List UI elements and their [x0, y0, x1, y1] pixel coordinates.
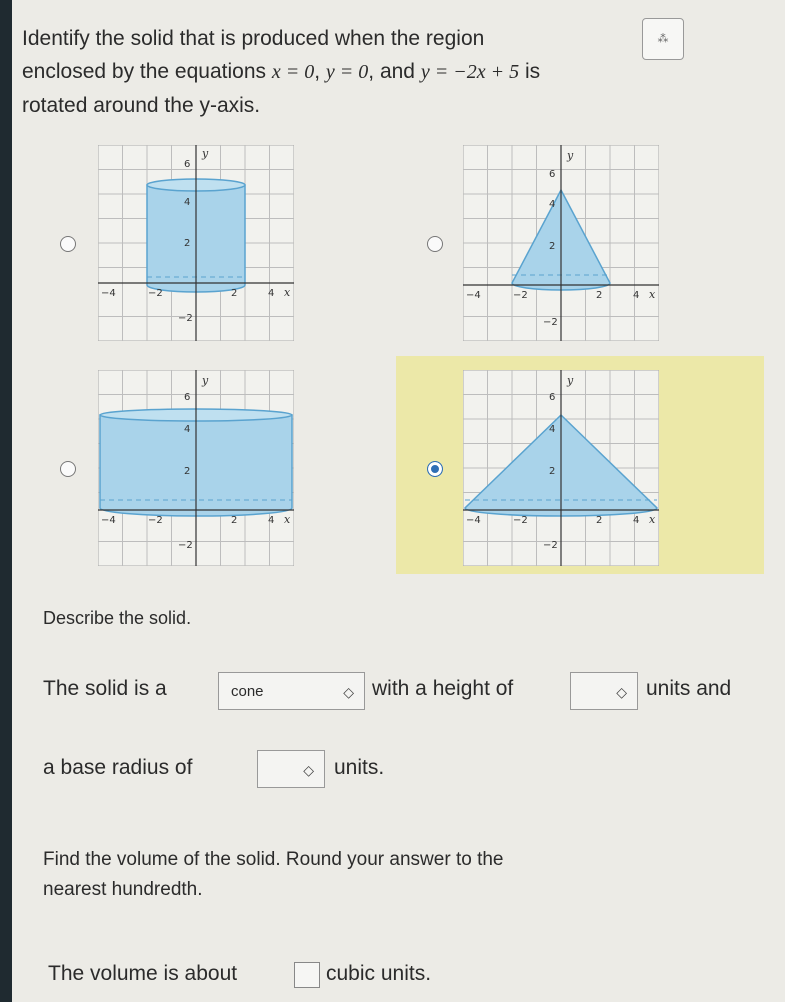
tick-y-neg2: −2 [543, 317, 558, 328]
volume-answer-pre: The volume is about [48, 962, 238, 985]
tick-y-4: 4 [549, 199, 556, 210]
tools-icon[interactable]: ⁂ [642, 18, 684, 60]
and-text: , and [368, 60, 415, 83]
volume-prompt-line2: nearest hundredth. [43, 879, 203, 900]
option-b-graph [463, 145, 659, 341]
tick-y-6: 6 [549, 169, 556, 180]
tick-y-4: 4 [184, 424, 191, 435]
tick-y-4: 4 [184, 197, 191, 208]
describe-label: Describe the solid. [43, 608, 192, 628]
option-d-radio[interactable] [427, 461, 443, 477]
tick-y-2: 2 [549, 466, 556, 477]
tick-x-neg2: −2 [513, 515, 528, 526]
equation-x0: x = 0 [271, 61, 315, 83]
question-text [22, 22, 642, 122]
y-axis-label: y [202, 374, 209, 387]
option-d-graph [463, 370, 659, 566]
x-axis-label: x [649, 513, 656, 526]
tick-x-neg2: −2 [148, 515, 163, 526]
sentence1-post: units and [646, 677, 732, 700]
option-c-graph [98, 370, 294, 566]
question-line-2-pre: enclosed by the equations [22, 60, 267, 83]
y-axis-label: y [567, 374, 574, 387]
height-select[interactable] [570, 672, 638, 710]
equation-y0: y = 0 [325, 61, 369, 83]
tick-y-6: 6 [549, 392, 556, 403]
x-axis-label: x [284, 286, 291, 299]
tick-y-2: 2 [184, 238, 191, 249]
question-line-1: Identify the solid that is produced when the region [22, 27, 485, 50]
option-a-radio[interactable] [60, 236, 76, 252]
tick-y-neg2: −2 [543, 540, 558, 551]
tick-x-neg4: −4 [466, 515, 481, 526]
option-c-radio[interactable] [60, 461, 76, 477]
tick-x-neg4: −4 [101, 288, 116, 299]
radius-select[interactable] [257, 750, 325, 788]
x-axis-label: x [284, 513, 291, 526]
tick-x-4: 4 [268, 515, 275, 526]
sentence2-pre: a base radius of [43, 756, 193, 779]
tick-y-6: 6 [184, 392, 191, 403]
option-a-graph [98, 145, 294, 341]
tick-y-6: 6 [184, 159, 191, 170]
equation-line: y = −2x + 5 [420, 61, 520, 83]
volume-input[interactable] [294, 962, 320, 988]
tick-x-2: 2 [231, 515, 238, 526]
y-axis-label: y [202, 147, 209, 160]
volume-prompt-line1: Find the volume of the solid. Round your answer to the [43, 849, 504, 870]
sentence1-pre: The solid is a [43, 677, 167, 700]
option-b-radio[interactable] [427, 236, 443, 252]
tick-x-4: 4 [633, 515, 640, 526]
select-arrow-icon: ◇ [343, 684, 354, 700]
tick-y-neg2: −2 [178, 313, 193, 324]
question-line-2: enclosed by the equations x = 0, y = 0, and y = −2x + 5 is [22, 60, 541, 83]
tick-y-neg2: −2 [178, 540, 193, 551]
tick-x-4: 4 [633, 290, 640, 301]
volume-answer-post: cubic units. [326, 962, 432, 985]
tick-y-4: 4 [549, 424, 556, 435]
volume-prompt [43, 845, 643, 905]
tick-x-neg2: −2 [148, 288, 163, 299]
x-axis-label: x [649, 288, 656, 301]
tick-x-neg4: −4 [466, 290, 481, 301]
tick-x-4: 4 [268, 288, 275, 299]
y-axis-label: y [567, 149, 574, 162]
tick-x-2: 2 [596, 290, 603, 301]
tick-y-2: 2 [184, 466, 191, 477]
tick-x-2: 2 [596, 515, 603, 526]
solid-type-value: cone [231, 683, 264, 700]
tick-x-neg2: −2 [513, 290, 528, 301]
is-text: is [524, 60, 541, 83]
tick-x-2: 2 [231, 288, 238, 299]
sentence1-mid: with a height of [372, 677, 514, 700]
tick-y-2: 2 [549, 241, 556, 252]
select-arrow-icon: ◇ [616, 684, 627, 700]
tick-x-neg4: −4 [101, 515, 116, 526]
solid-type-select[interactable] [218, 672, 365, 710]
question-line-3: rotated around the y-axis. [22, 94, 261, 117]
select-arrow-icon: ◇ [303, 762, 314, 778]
sentence2-post: units. [334, 756, 385, 779]
